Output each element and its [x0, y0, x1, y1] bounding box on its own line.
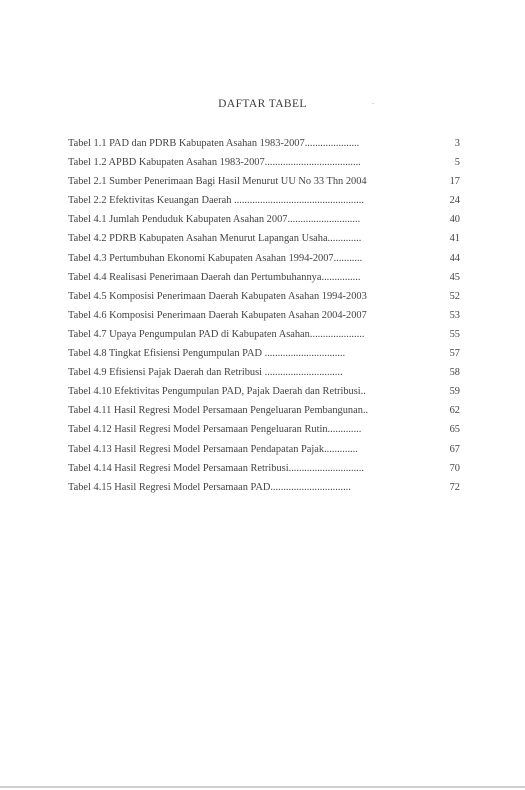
table-list-item	[68, 210, 460, 229]
table-list-item	[68, 382, 460, 401]
table-list-item-label: Tabel 4.7 Upaya Pengumpulan PAD di Kabupaten Asahan.....................	[68, 328, 365, 340]
table-list-item	[68, 153, 460, 172]
table-list-item-page: 3	[454, 138, 460, 149]
table-list-item-page: 62	[449, 405, 460, 417]
table-list-item-page: 58	[449, 367, 460, 379]
table-list-item-label: Tabel 4.15 Hasil Regresi Model Persamaan PAD...............................	[68, 481, 351, 493]
table-list-item	[68, 229, 460, 248]
table-list-item	[68, 172, 460, 191]
table-list-item-label: Tabel 4.4 Realisasi Penerimaan Daerah dan Pertumbuhannya...............	[68, 271, 361, 283]
table-list-item-label: Tabel 4.9 Efisiensi Pajak Daerah dan Retribusi ..............................	[68, 367, 343, 379]
table-list-item-page: 67	[449, 443, 460, 455]
table-list-item-label: Tabel 4.13 Hasil Regresi Model Persamaan Pendapatan Pajak.............	[68, 443, 358, 455]
table-list-item	[68, 249, 460, 268]
table-list-item-label: Tabel 1.1 PAD dan PDRB Kabupaten Asahan 1983-2007.....................	[68, 138, 360, 149]
table-list-item-label: Tabel 4.14 Hasil Regresi Model Persamaan Retribusi.............................	[68, 462, 364, 474]
page-title: DAFTAR TABEL	[218, 98, 307, 110]
table-list-item-page: 45	[449, 271, 460, 283]
table-list-item-label: Tabel 4.11 Hasil Regresi Model Persamaan Pengeluaran Pembangunan..	[68, 405, 369, 417]
table-list-item	[68, 363, 460, 382]
table-list-item	[68, 344, 460, 363]
table-list-item-label: Tabel 4.1 Jumlah Penduduk Kabupaten Asahan 2007............................	[68, 214, 361, 226]
table-list-item-page: 44	[449, 252, 460, 264]
scan-bottom-edge	[0, 786, 525, 788]
table-list-item	[68, 420, 460, 439]
table-list-item-page: 72	[449, 481, 460, 493]
table-list-item-label: Tabel 1.2 APBD Kabupaten Asahan 1983-2007.....................................	[68, 157, 361, 169]
table-list-item-page: 53	[449, 309, 460, 321]
table-list-item-page: 17	[449, 176, 460, 188]
table-list-item-page: 65	[449, 424, 460, 436]
table-list-item	[68, 191, 460, 210]
table-list-item-page: 41	[449, 233, 460, 245]
table-list-item-page: 70	[449, 462, 460, 474]
table-list-item-label: Tabel 4.8 Tingkat Efisiensi Pengumpulan PAD ...............................	[68, 348, 346, 360]
table-list-item-label: Tabel 4.10 Efektivitas Pengumpulan PAD, Pajak Daerah dan Retribusi..	[68, 386, 366, 398]
table-list-item	[68, 478, 460, 497]
table-list-item-label: Tabel 4.12 Hasil Regresi Model Persamaan Pengeluaran Rutin.............	[68, 424, 362, 436]
table-list-item-page: 40	[449, 214, 460, 226]
table-list-item-page: 24	[449, 195, 460, 207]
table-list-item	[68, 268, 460, 287]
table-list-item	[68, 459, 460, 478]
table-list-item-page: 59	[449, 386, 460, 398]
scan-speck	[372, 103, 374, 104]
table-list-item-label: Tabel 4.2 PDRB Kabupaten Asahan Menurut Lapangan Usaha.............	[68, 233, 362, 245]
table-list-item-label: Tabel 2.1 Sumber Penerimaan Bagi Hasil Menurut UU No 33 Thn 2004	[68, 176, 367, 188]
table-list-item	[68, 325, 460, 344]
table-list-item-page: 52	[449, 290, 460, 302]
table-list-item-label: Tabel 4.3 Pertumbuhan Ekonomi Kabupaten Asahan 1994-2007...........	[68, 252, 363, 264]
table-list-item-label: Tabel 4.6 Komposisi Penerimaan Daerah Kabupaten Asahan 2004-2007	[68, 309, 367, 321]
table-list-item	[68, 287, 460, 306]
table-list-item	[68, 134, 460, 153]
table-list-item-page: 55	[449, 328, 460, 340]
table-list-item-label: Tabel 2.2 Efektivitas Keuangan Daerah ..................................................	[68, 195, 364, 207]
table-list-item-label: Tabel 4.5 Komposisi Penerimaan Daerah Kabupaten Asahan 1994-2003	[68, 290, 367, 302]
table-list-item-page: 5	[454, 157, 460, 169]
table-list-item	[68, 401, 460, 420]
table-list-item	[68, 440, 460, 459]
table-list	[68, 134, 460, 497]
table-list-item	[68, 306, 460, 325]
table-list-item-page: 57	[449, 348, 460, 360]
